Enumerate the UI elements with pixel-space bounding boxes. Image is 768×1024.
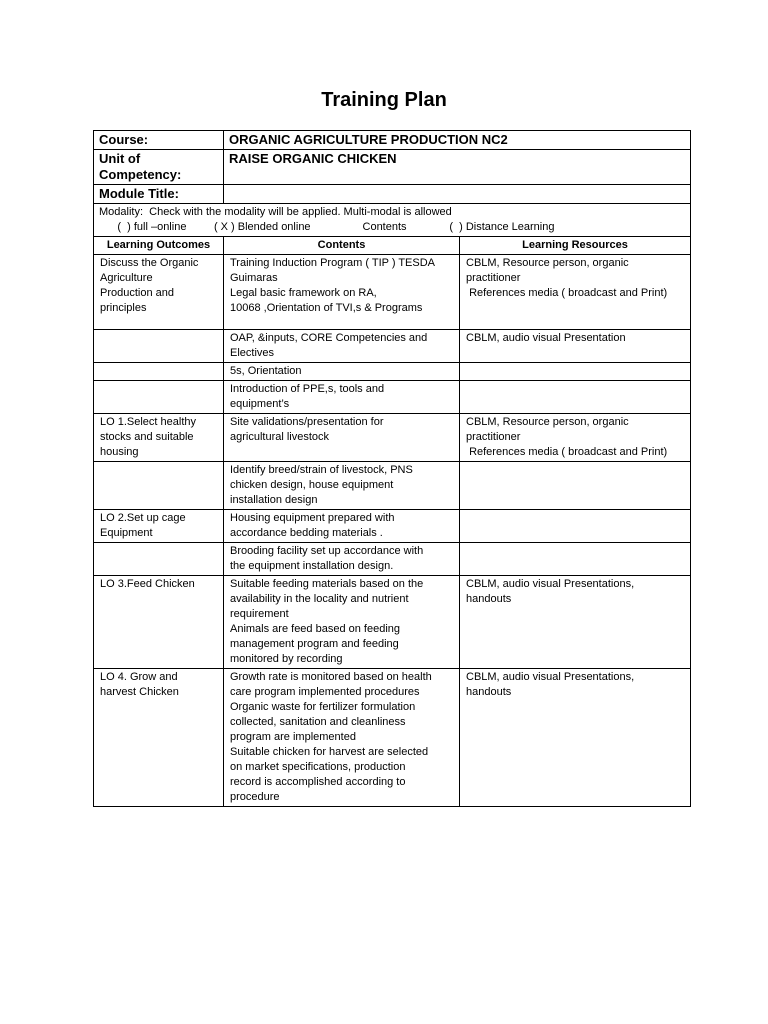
cell-text-line: practitioner <box>466 272 521 284</box>
cell-text-line: LO 2.Set up cage <box>100 512 186 524</box>
cell-text-line: collected, sanitation and cleanliness <box>230 716 406 728</box>
cell-text-line: Training Induction Program ( TIP ) TESDA <box>230 257 436 269</box>
cell-text-line: Electives <box>230 347 275 359</box>
cell-text-line: requirement <box>230 608 289 620</box>
table-row <box>94 669 691 807</box>
column-header-resources: Learning Resources <box>460 237 691 255</box>
content-cell <box>224 414 460 462</box>
unit-label: Unit of Competency: <box>94 150 224 185</box>
column-header-contents: Contents <box>224 237 460 255</box>
cell-text-line: Site validations/presentation for <box>230 416 384 428</box>
cell-text-line: LO 1.Select healthy <box>100 416 197 428</box>
cell-text-line: equipment’s <box>230 398 290 410</box>
cell-text-line: Brooding facility set up accordance with <box>230 545 424 557</box>
cell-text-line: Suitable chicken for harvest are selected <box>230 746 429 758</box>
cell-text-line: OAP, &inputs, CORE Competencies and <box>230 332 428 344</box>
table-row <box>94 543 691 576</box>
column-header-outcomes: Learning Outcomes <box>94 237 224 255</box>
modality-instruction: Modality: Check with the modality will be applied. Multi-modal is allowed <box>99 206 452 218</box>
cell-text-line: CBLM, audio visual Presentation <box>466 332 626 344</box>
cell-text-line: accordance bedding materials . <box>230 527 383 539</box>
outcome-cell <box>94 414 224 462</box>
cell-text-line: Legal basic framework on RA, <box>230 287 377 299</box>
cell-text-line: agricultural livestock <box>230 431 330 443</box>
outcome-cell <box>94 330 224 363</box>
cell-text-line: Discuss the Organic <box>100 257 199 269</box>
cell-text-line: CBLM, Resource person, organic <box>466 416 629 428</box>
resource-cell <box>460 543 691 576</box>
resource-cell <box>460 576 691 669</box>
table-row <box>94 381 691 414</box>
cell-text-line: practitioner <box>466 431 521 443</box>
content-cell <box>224 510 460 543</box>
cell-text-line: CBLM, audio visual Presentations, <box>466 671 635 683</box>
cell-text-line: 10068 ,Orientation of TVI,s & Programs <box>230 302 423 314</box>
module-label: Module Title: <box>94 185 224 204</box>
course-row <box>94 131 691 150</box>
outcome-cell <box>94 363 224 381</box>
cell-text-line: Equipment <box>100 527 153 539</box>
resource-cell <box>460 381 691 414</box>
outcome-cell <box>94 543 224 576</box>
cell-text-line: Guimaras <box>230 272 278 284</box>
content-cell <box>224 330 460 363</box>
unit-value: RAISE ORGANIC CHICKEN <box>224 150 691 185</box>
modality-cell <box>94 204 691 237</box>
cell-text-line: record is accomplished according to <box>230 776 406 788</box>
module-row <box>94 185 691 204</box>
unit-row <box>94 150 691 185</box>
cell-text-line: Agriculture <box>100 272 153 284</box>
content-cell <box>224 363 460 381</box>
page-title: Training Plan <box>321 89 447 111</box>
outcome-cell <box>94 510 224 543</box>
cell-text-line: the equipment installation design. <box>230 560 394 572</box>
column-header-row <box>94 237 691 255</box>
course-label: Course: <box>94 131 224 150</box>
cell-text-line: care program implemented procedures <box>230 686 420 698</box>
table-row <box>94 255 691 330</box>
cell-text-line: Animals are feed based on feeding <box>230 623 401 635</box>
cell-text-line: harvest Chicken <box>100 686 179 698</box>
cell-text-line: chicken design, house equipment <box>230 479 394 491</box>
resource-cell <box>460 255 691 330</box>
training-plan-table <box>93 130 691 807</box>
cell-text-line: Suitable feeding materials based on the <box>230 578 424 590</box>
cell-text-line: References media ( broadcast and Print) <box>466 287 668 299</box>
course-value: ORGANIC AGRICULTURE PRODUCTION NC2 <box>224 131 691 150</box>
content-cell <box>224 669 460 807</box>
cell-text-line: handouts <box>466 686 512 698</box>
cell-text-line: handouts <box>466 593 512 605</box>
cell-text-line: on market specifications, production <box>230 761 406 773</box>
cell-text-line: Introduction of PPE,s, tools and <box>230 383 385 395</box>
cell-text-line: management program and feeding <box>230 638 399 650</box>
table-row <box>94 330 691 363</box>
table-row <box>94 576 691 669</box>
outcome-cell <box>94 576 224 669</box>
cell-text-line: Organic waste for fertilizer formulation <box>230 701 416 713</box>
resource-cell <box>460 330 691 363</box>
table-row <box>94 462 691 510</box>
cell-text-line: Identify breed/strain of livestock, PNS <box>230 464 413 476</box>
resource-cell <box>460 462 691 510</box>
table-row <box>94 363 691 381</box>
table-row <box>94 510 691 543</box>
cell-text-line: Growth rate is monitored based on health <box>230 671 432 683</box>
module-value <box>224 185 691 204</box>
cell-text-line: program are implemented <box>230 731 356 743</box>
cell-text-line: References media ( broadcast and Print) <box>466 446 668 458</box>
cell-text-line: procedure <box>230 791 280 803</box>
cell-text-line: principles <box>100 302 147 314</box>
resource-cell <box>460 363 691 381</box>
modality-row <box>94 204 691 237</box>
table-row <box>94 414 691 462</box>
cell-text-line: Housing equipment prepared with <box>230 512 395 524</box>
resource-cell <box>460 414 691 462</box>
cell-text-line: LO 4. Grow and <box>100 671 178 683</box>
outcome-cell <box>94 669 224 807</box>
outcome-cell <box>94 381 224 414</box>
content-cell <box>224 381 460 414</box>
cell-text-line: 5s, Orientation <box>230 365 302 377</box>
outcome-cell <box>94 462 224 510</box>
resource-cell <box>460 669 691 807</box>
cell-text-line: LO 3.Feed Chicken <box>100 578 195 590</box>
resource-cell <box>460 510 691 543</box>
content-cell <box>224 576 460 669</box>
content-cell <box>224 255 460 330</box>
cell-text-line: availability in the locality and nutrient <box>230 593 409 605</box>
outcome-cell <box>94 255 224 330</box>
cell-text-line: Production and <box>100 287 174 299</box>
modality-options: ( ) full –online ( X ) Blended online Contents ( ) Distance Learning <box>99 221 555 233</box>
cell-text-line: housing <box>100 446 139 458</box>
content-cell <box>224 462 460 510</box>
cell-text-line: stocks and suitable <box>100 431 194 443</box>
cell-text-line: CBLM, Resource person, organic <box>466 257 629 269</box>
cell-text-line: monitored by recording <box>230 653 343 665</box>
cell-text-line: installation design <box>230 494 318 506</box>
content-cell <box>224 543 460 576</box>
cell-text-line: CBLM, audio visual Presentations, <box>466 578 635 590</box>
